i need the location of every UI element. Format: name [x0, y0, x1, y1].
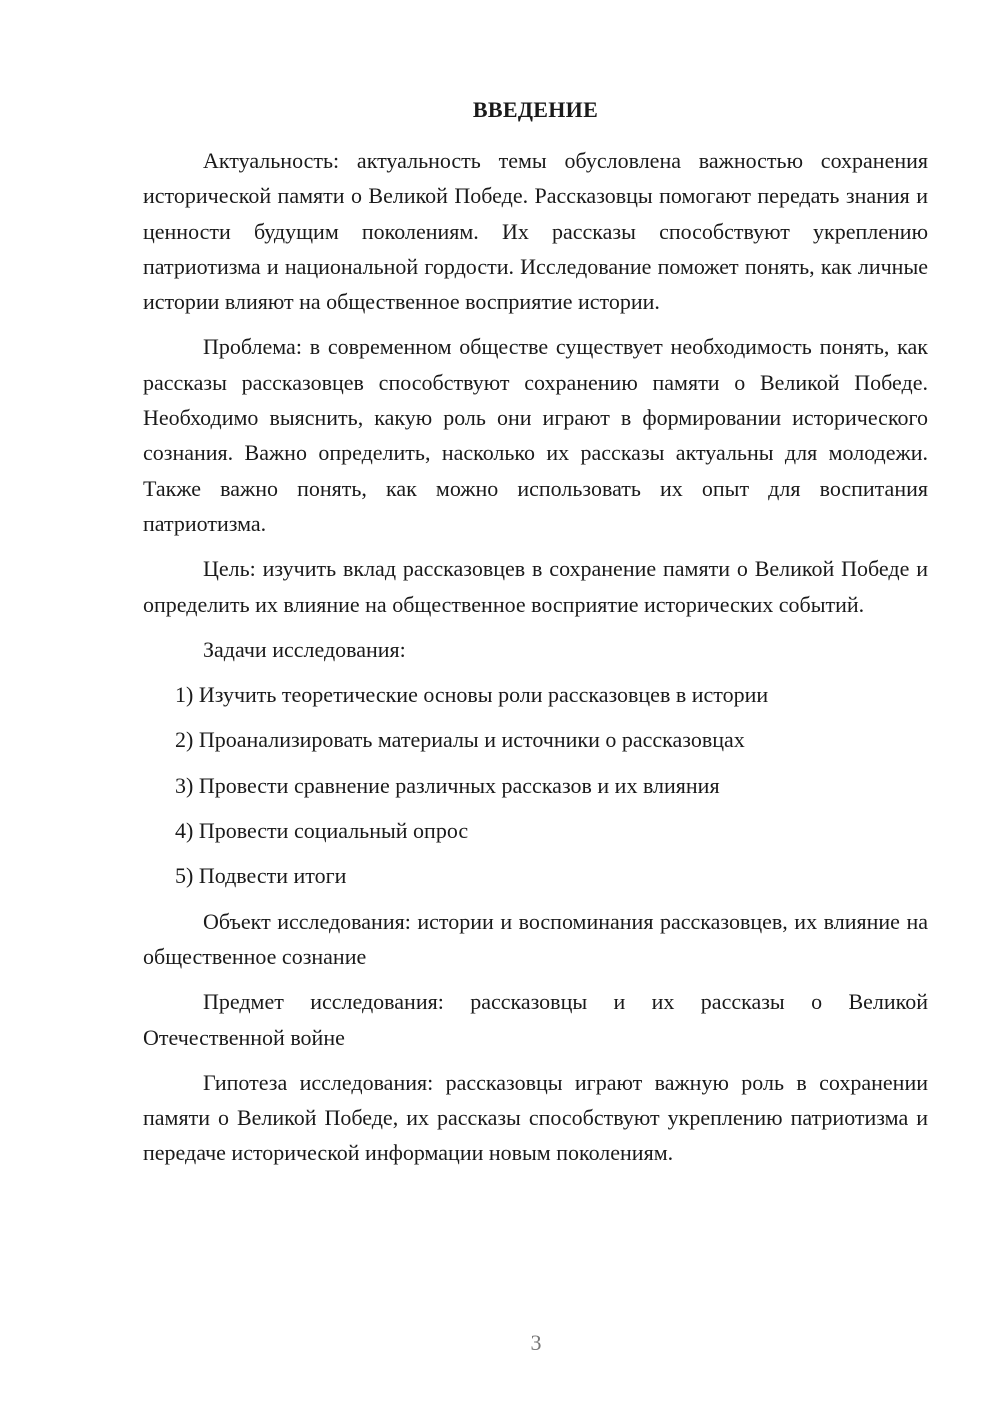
- section-title: ВВЕДЕНИЕ: [472, 97, 599, 122]
- page-content: [143, 92, 928, 1181]
- task-item-5: 5) Подвести итоги: [175, 863, 347, 889]
- task-item-3: 3) Провести сравнение различных рассказов и их влияния: [175, 772, 720, 798]
- paragraph-relevance: Актуальность: актуальность темы обусловлена важностью сохранения исторической памяти о Великой Победе. Рассказовцы помогают передать знания и ценности будущим поколениям. Их рассказы способствуют укреплению патриотизма и национальной гордости. Исследование поможет понять, как личные истории влияют на общественное восприятие истории.: [143, 148, 928, 315]
- tasks-list: [143, 677, 928, 893]
- paragraph-object: Объект исследования: истории и воспоминания рассказовцев, их влияние на общественное сознание: [143, 908, 928, 969]
- tasks-heading: Задачи исследования:: [203, 636, 406, 662]
- task-item-1: 1) Изучить теоретические основы роли рассказовцев в истории: [175, 682, 769, 708]
- paragraph-problem: Проблема: в современном обществе существует необходимость понять, как рассказы рассказовцев способствуют сохранению памяти о Великой Победе. Необходимо выяснить, какую роль они играют в формировании исторического сознания. Важно определить, насколько их рассказы актуальны для молодежи. Также важно понять, как можно использовать их опыт для воспитания патриотизма.: [143, 334, 928, 536]
- page-number: 3: [530, 1330, 542, 1355]
- paragraph-goal: Цель: изучить вклад рассказовцев в сохранение памяти о Великой Победе и определить их влияние на общественное восприятие исторических событий.: [143, 556, 928, 617]
- paragraph-subject: Предмет исследования: рассказовцы и их рассказы о Великой Отечественной войне: [143, 989, 928, 1050]
- task-item-2: 2) Проанализировать материалы и источники о рассказовцах: [175, 727, 745, 753]
- task-item-4: 4) Провести социальный опрос: [175, 818, 469, 844]
- paragraph-hypothesis: Гипотеза исследования: рассказовцы играют важную роль в сохранении памяти о Великой Победе, их рассказы способствуют укреплению патриотизма и передаче исторической информации новым поколениям.: [143, 1069, 928, 1166]
